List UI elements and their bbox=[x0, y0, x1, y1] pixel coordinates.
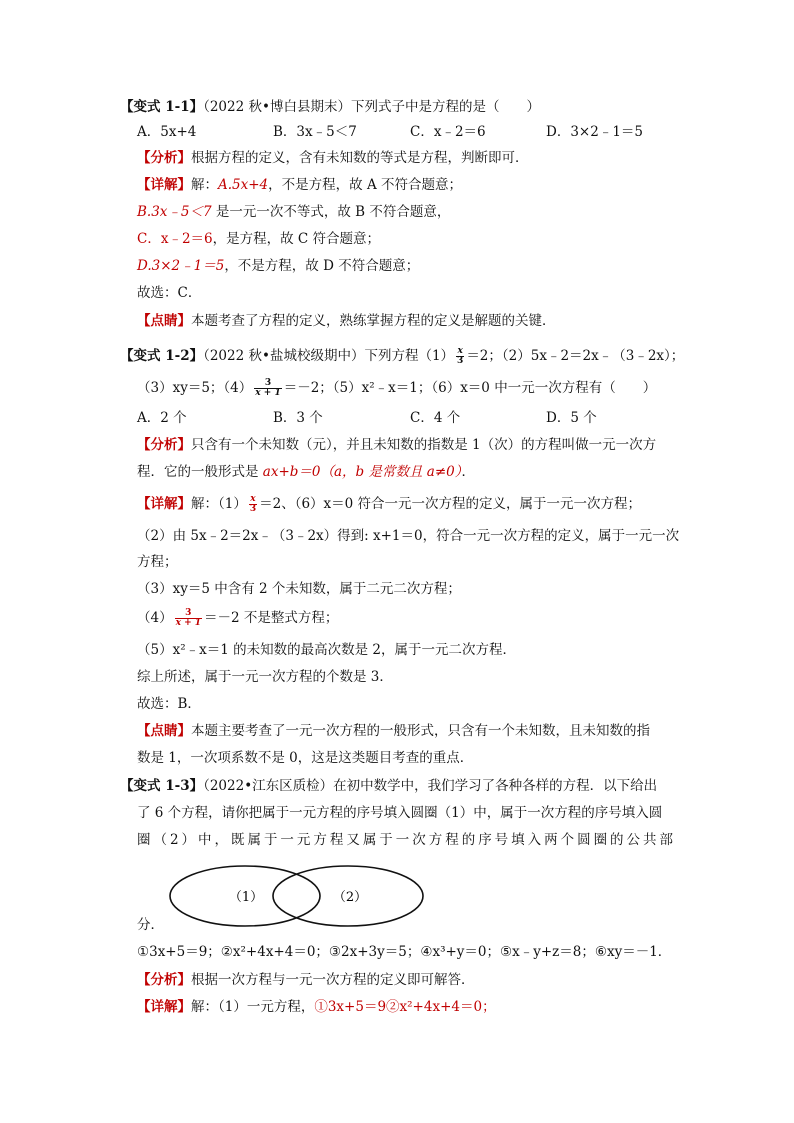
solution-1-2-line-5: （4） $\frac{3}{x + 1}$ ＝－2 不是整式方程； bbox=[137, 608, 339, 628]
analysis-1-2-line-2: 程．它的一般形式是 ax+b＝0（a，b 是常数且 a≠0）． bbox=[137, 464, 475, 480]
analysis-tag: 【分析】 bbox=[137, 437, 191, 453]
question-1-2-stem-line-1: 【变式 1-2】（2022 秋•盐城校级期中）下列方程（1） $\frac{x}{3}$ ＝2；（2）5x﹣2＝2x﹣（3﹣2x）； bbox=[120, 346, 685, 366]
fraction-x-over-3: $\frac{x}{3}$ bbox=[249, 494, 257, 514]
question-1-3-stem-line-3: 圈（2）中，既属于一元方程又属于一次方程的序号填入两个圆圈的公共部 bbox=[137, 832, 673, 848]
solution-tag: 【详解】 bbox=[137, 177, 191, 193]
question-1-3-stem-line-4: 分． bbox=[137, 917, 164, 933]
comment-1-1 bbox=[137, 311, 556, 331]
solution-1-3-line-1: 【详解】解：（1）一元方程，①3x+5＝9②x²+4x+4＝0； bbox=[137, 999, 496, 1015]
equation-list: ①3x+5＝9；②x²+4x+4＝0；③2x+3y＝5；④x³+y＝0；⑤x﹣y+z＝8；⑥xy＝－1． bbox=[137, 944, 672, 960]
option-a: A．2 个 bbox=[137, 410, 187, 426]
solution-1-2-line-6: （5）x²﹣x＝1 的未知数的最高次数是 2，属于一元二次方程． bbox=[137, 642, 516, 658]
solution-tag: 【详解】 bbox=[137, 496, 191, 512]
option-d: D．5 个 bbox=[546, 410, 597, 426]
analysis-1-3: 【分析】根据一次方程与一元一次方程的定义即可解答． bbox=[137, 972, 475, 988]
option-b: B．3 个 bbox=[273, 410, 323, 426]
variant-tag: 【变式 1-2】 bbox=[120, 348, 204, 364]
option-b: B．3x﹣5＜7 bbox=[273, 124, 357, 140]
comment-tag: 【点睛】 bbox=[137, 723, 191, 739]
analysis-text: 根据方程的定义，含有未知数的等式是方程，判断即可． bbox=[191, 150, 529, 166]
option-a: A．5x+4 bbox=[137, 124, 197, 140]
venn-diagram bbox=[168, 864, 428, 928]
option-d: D．3×2﹣1＝5 bbox=[546, 124, 643, 140]
solution-1-1-line-2: B.3x﹣5＜7 是一元一次不等式，故 B 不符合题意， bbox=[137, 204, 451, 220]
solution-1-2-line-1: 【详解】解：（1） $\frac{x}{3}$ ＝2、（6）x＝0 符合一元一次方程的定义，属于一元一次方程； bbox=[137, 494, 642, 514]
fraction-3-over-x-plus-1: $\frac{3}{x + 1}$ bbox=[255, 378, 281, 398]
solution-1-1-line-3: C．x﹣2＝6，是方程，故 C 符合题意； bbox=[137, 231, 381, 247]
solution-1-2-line-3: 方程； bbox=[137, 554, 178, 570]
solution-1-2-line-7: 综上所述，属于一元一次方程的个数是 3． bbox=[137, 669, 393, 685]
comment-1-2-line-1: 【点睛】本题主要考查了一元一次方程的一般形式，只含有一个未知数，且未知数的指 bbox=[137, 723, 650, 739]
analysis-1-2-line-1: 【分析】只含有一个未知数（元），并且未知数的指数是 1（次）的方程叫做一元一次方 bbox=[137, 437, 657, 453]
question-1-3-stem-line-2: 了 6 个方程，请你把属于一元方程的序号填入圆圈（1）中，属于一次方程的序号填入圆 bbox=[137, 805, 663, 821]
option-c: C．4 个 bbox=[410, 410, 461, 426]
question-text: （2022 秋•博白县期末）下列式子中是方程的是（ ） bbox=[203, 99, 540, 115]
fraction-3-over-x-plus-1: $\frac{3}{x + 1}$ bbox=[175, 608, 202, 628]
solution-1-2-line-8: 故选：B． bbox=[137, 696, 201, 712]
circle-1-label: （1） bbox=[228, 890, 264, 905]
option-c: C．x﹣2＝6 bbox=[410, 124, 486, 140]
analysis-tag: 【分析】 bbox=[137, 972, 191, 988]
comment-tag: 【点睛】 bbox=[137, 313, 191, 329]
comment-1-2-line-2: 数是 1，一次项系数不是 0，这是这类题目考查的重点． bbox=[137, 750, 474, 766]
solution-1-2-line-2: （2）由 5x﹣2＝2x﹣（3﹣2x）得到: x+1＝0，符合一元一次方程的定义，属于一元一次 bbox=[137, 528, 680, 544]
comment-text: 本题考查了方程的定义，熟练掌握方程的定义是解题的关键． bbox=[191, 313, 556, 329]
question-1-1-stem bbox=[120, 97, 540, 117]
analysis-1-1 bbox=[137, 148, 529, 168]
question-1-2-stem-line-2: （3）xy＝5；（4） $\frac{3}{x + 1}$ ＝－2；（5）x²﹣x＝1；（6）x＝0 中一元一次方程有（ ） bbox=[137, 378, 657, 398]
solution-1-1-line-1: 【详解】解：A.5x+4，不是方程，故 A 不符合题意； bbox=[137, 177, 462, 193]
variant-tag: 【变式 1-3】 bbox=[120, 778, 204, 794]
solution-tag: 【详解】 bbox=[137, 999, 191, 1015]
variant-tag: 【变式 1-1】 bbox=[120, 99, 204, 115]
solution-1-2-line-4: （3）xy＝5 中含有 2 个未知数，属于二元二次方程； bbox=[137, 581, 461, 597]
solution-1-1-line-4: D.3×2﹣1＝5，不是方程，故 D 不符合题意； bbox=[137, 258, 420, 274]
fraction-x-over-3: $\frac{x}{3}$ bbox=[457, 346, 464, 366]
question-1-3-stem-line-1: 【变式 1-3】（2022•江东区质检）在初中数学中，我们学习了各种各样的方程．以下给出 bbox=[120, 778, 658, 794]
solution-1-1-line-5: 故选：C． bbox=[137, 285, 202, 301]
circle-2-label: （2） bbox=[332, 890, 368, 905]
analysis-tag: 【分析】 bbox=[137, 150, 191, 166]
